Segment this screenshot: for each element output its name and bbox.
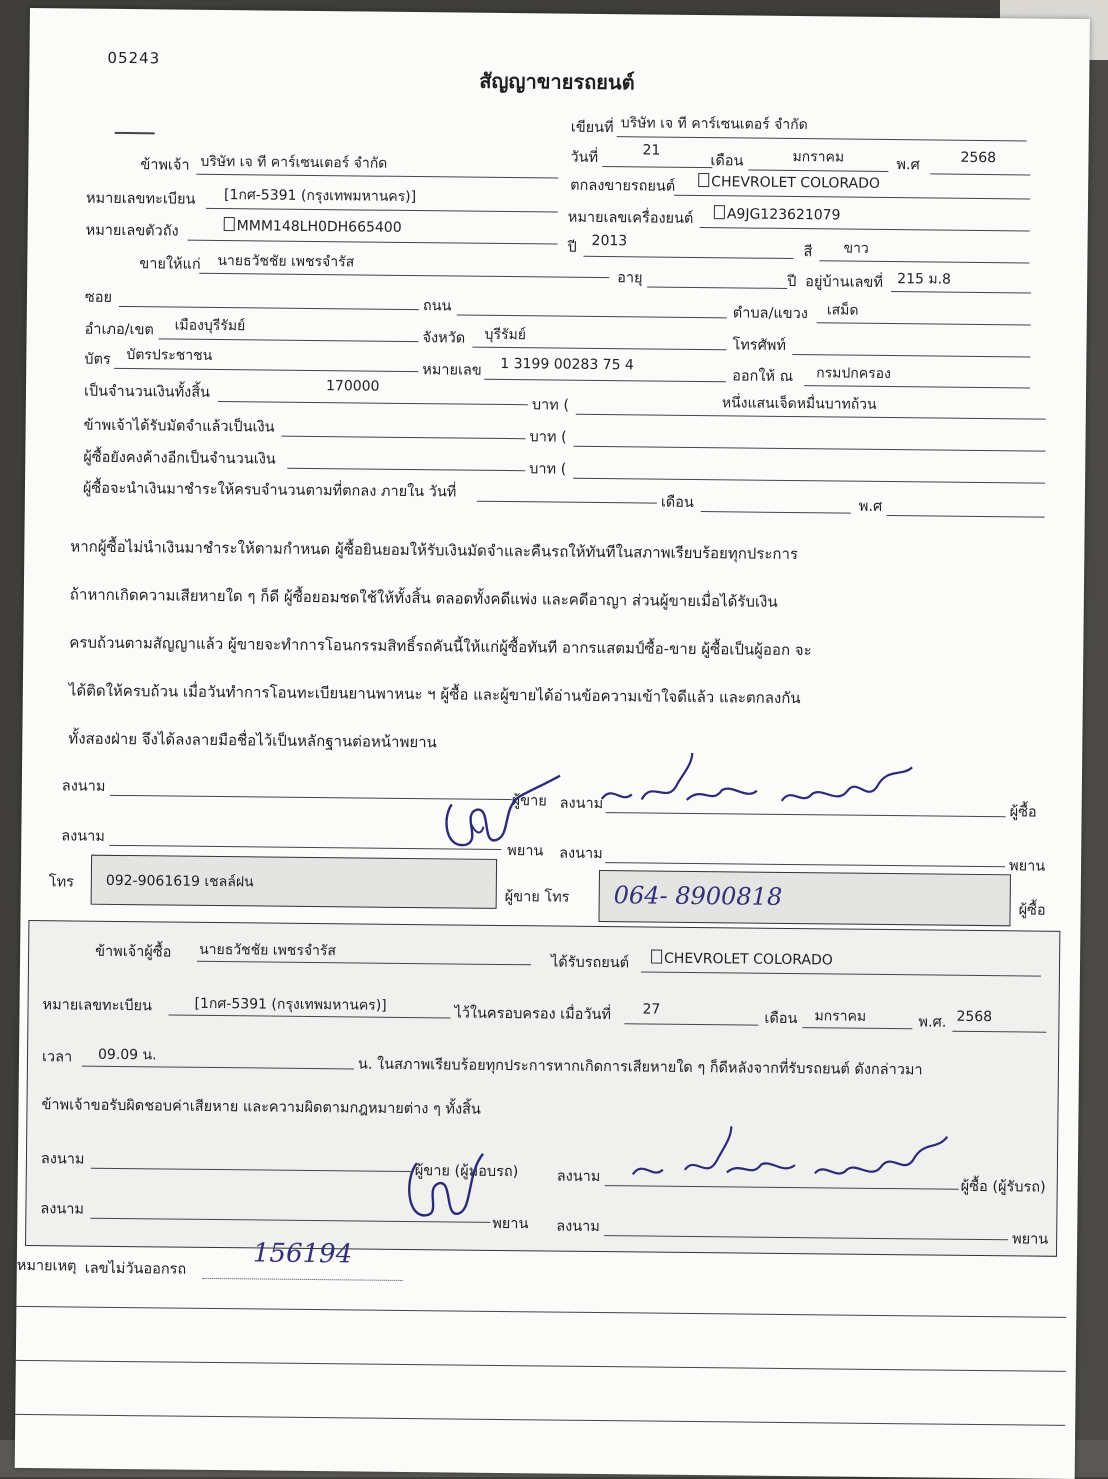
car-model-text: CHEVROLET COLORADO bbox=[711, 174, 881, 192]
receipt-day-line bbox=[624, 1023, 758, 1025]
sell-to-label: ขายให้แก่ bbox=[139, 256, 201, 273]
pay-month-label: เดือน bbox=[660, 494, 694, 511]
receipt-registration-value: [1กศ-5391 (กรุงเทพมหานคร)] bbox=[194, 995, 387, 1014]
year-label: พ.ศ bbox=[896, 157, 920, 174]
date-day-line bbox=[602, 166, 712, 168]
buyer-name: นายธวัชชัย เพชรจำรัส bbox=[217, 252, 355, 271]
written-at-line bbox=[617, 136, 1027, 141]
remark-line-2 bbox=[16, 1306, 1066, 1318]
registration-line bbox=[206, 208, 558, 213]
subdistrict-label: ตำบล/แขวง bbox=[732, 305, 808, 323]
date-year-value: 2568 bbox=[960, 149, 997, 167]
written-at-label: เขียนที่ bbox=[570, 119, 614, 137]
time-value: 09.09 น. bbox=[97, 1046, 157, 1064]
deposit-baht-label: บาท ( bbox=[529, 429, 567, 446]
receipt-registration-label: หมายเลขทะเบียน bbox=[42, 997, 153, 1015]
date-label: วันที่ bbox=[570, 149, 599, 166]
card-label: บัตร bbox=[84, 351, 111, 368]
remark-text: เลขไม่วันออกรถ bbox=[84, 1260, 187, 1278]
terms-line-5: ทั้งสองฝ่าย จึงได้ลงลายมือชื่อไว้เป็นหลักฐานต่อหน้าพยาน bbox=[68, 729, 437, 752]
seller-role-label: ผู้ขาย bbox=[511, 793, 547, 810]
receipt-buyer-line bbox=[197, 961, 531, 965]
date-month-value: มกราคม bbox=[792, 148, 845, 166]
remaining-line bbox=[287, 468, 525, 471]
soi-line bbox=[119, 306, 419, 310]
model-year-label: ปี bbox=[567, 239, 577, 256]
remark-label: หมายเหตุ bbox=[16, 1257, 77, 1275]
subdistrict-line bbox=[817, 322, 1031, 325]
subdistrict-value: เสม็ด bbox=[826, 302, 859, 319]
remark-line-3 bbox=[16, 1360, 1066, 1372]
witness-role-label-1: พยาน bbox=[507, 843, 544, 860]
district-line bbox=[159, 338, 419, 342]
remaining-label: ผู้ซื้อยังคงค้างอีกเป็นจำนวนเงิน bbox=[83, 449, 276, 468]
receipt-buyer-name: นายธวัชชัย เพชรจำรัส bbox=[199, 941, 337, 960]
total-text-value: หนึ่งแสนเจ็ดหมื่นบาทถ้วน bbox=[721, 395, 877, 413]
receipt-seller-signature bbox=[386, 1143, 487, 1234]
issued-by-label: ออกให้ ณ bbox=[732, 368, 794, 386]
buyer-phone-box bbox=[598, 870, 1011, 926]
pay-year-line bbox=[887, 515, 1045, 518]
receipt-buyer-signature bbox=[615, 1119, 966, 1193]
buyer-line bbox=[199, 273, 609, 278]
receipt-year-label: พ.ศ. bbox=[918, 1014, 947, 1031]
address-label: อยู่บ้านเลขที่ bbox=[805, 274, 884, 291]
chassis-line bbox=[188, 240, 558, 245]
time-label: เวลา bbox=[41, 1049, 73, 1066]
received-label: ได้รับรถยนต์ bbox=[550, 954, 630, 972]
pay-year-label: พ.ศ bbox=[858, 498, 883, 515]
model-year-value: 2013 bbox=[591, 232, 628, 250]
remaining-text-line bbox=[573, 478, 1045, 484]
document-title: สัญญาขายรถยนต์ bbox=[479, 68, 635, 95]
card-line bbox=[114, 368, 418, 372]
age-label: อายุ bbox=[617, 270, 643, 287]
seller-tel-label: ผู้ขาย โทร bbox=[504, 889, 570, 906]
province-line bbox=[472, 347, 726, 351]
witness-2-sign-line bbox=[605, 862, 1005, 867]
buyer-phone-handwritten: 064- 8900818 bbox=[613, 881, 783, 911]
remark-dotted-line bbox=[203, 1278, 403, 1281]
model-year-line bbox=[583, 256, 793, 259]
seller-label: ข้าพเจ้า bbox=[140, 157, 190, 174]
receipt-year-line bbox=[952, 1031, 1046, 1033]
remark-line-4 bbox=[15, 1414, 1065, 1426]
checkbox-icon bbox=[698, 173, 709, 187]
card-type-value: บัตรประชาชน bbox=[126, 347, 213, 364]
time-line bbox=[82, 1066, 354, 1070]
color-label: สี bbox=[803, 244, 813, 261]
province-value: บุรีรัมย์ bbox=[484, 326, 527, 344]
checkbox-icon bbox=[224, 217, 235, 231]
receipt-car-line bbox=[641, 971, 1041, 976]
issued-by-value: กรมปกครอง bbox=[816, 365, 892, 383]
date-day-value: 21 bbox=[642, 142, 661, 159]
receipt-car-model bbox=[651, 950, 833, 969]
receipt-seller-role: ผู้ขาย (ผู้มอบรถ) bbox=[414, 1163, 519, 1181]
terms-line-1: หากผู้ซื้อไม่นำเงินมาชำระให้ตามกำหนด ผู้ซื้อยินยอมให้รับเงินมัดจำและคืนรถให้ทันทีในสภาพเรียบร้อยทุกประการ bbox=[70, 537, 799, 564]
sign-label-witness-1: ลงนาม bbox=[61, 828, 105, 845]
engine-value bbox=[714, 205, 841, 223]
total-label: เป็นจำนวนเงินทั้งสิ้น bbox=[83, 383, 211, 401]
receipt-sign-label-witness-1: ลงนาม bbox=[40, 1201, 85, 1218]
card-no-value: 1 3199 00283 75 4 bbox=[500, 355, 634, 374]
address-value: 215 ม.8 bbox=[897, 271, 952, 288]
time-suffix-text: น. ในสภาพเรียบร้อยทุกประการหากเกิดการเสียหายใด ๆ ก็ดีหลังจากที่รับรถยนต์ ดังกล่าวมา bbox=[357, 1056, 923, 1079]
issued-by-line bbox=[804, 385, 1030, 388]
terms-line-2: ถ้าหากเกิดความเสียหายใด ๆ ก็ดี ผู้ซื้อยอมชดใช้ให้ทั้งสิ้น ตลอดทั้งคดีแพ่ง และคดีอาญา ส่วนผู้ขายเมื่อได้รับเงิน bbox=[69, 585, 778, 611]
possession-label: ไว้ในครอบครอง เมื่อวันที่ bbox=[454, 1005, 612, 1024]
registration-label: หมายเลขทะเบียน bbox=[85, 190, 196, 208]
receipt-witness-role-1: พยาน bbox=[492, 1215, 529, 1233]
sign-label-buyer: ลงนาม bbox=[559, 795, 604, 813]
engine-label: หมายเลขเครื่องยนต์ bbox=[567, 209, 694, 227]
phone-line bbox=[792, 354, 1030, 357]
chassis-label: หมายเลขตัวถัง bbox=[85, 222, 179, 240]
terms-line-3: ครบถ้วนตามสัญญาแล้ว ผู้ขายจะทำการโอนกรรมสิทธิ์รถคันนี้ให้แก่ผู้ซื้อทันที อากรแสตมป์ซื้อ-ขาย ผู้ซื้อเป็นผู้ออก จะ bbox=[69, 633, 812, 660]
agree-sell-label: ตกลงขายรถยนต์ bbox=[570, 177, 676, 195]
liability-text: ข้าพเจ้าขอรับผิดชอบค่าเสียหาย และความผิดตามกฎหมายต่าง ๆ ทั้งสิ้น bbox=[41, 1097, 481, 1118]
engine-line bbox=[700, 227, 1030, 231]
witness-role-label-2: พยาน bbox=[1008, 858, 1046, 875]
district-value: เมืองบุรีรัมย์ bbox=[174, 317, 246, 335]
written-at-value: บริษัท เจ ที คาร์เซนเตอร์ จำกัด bbox=[620, 115, 808, 134]
age-unit-label: ปี bbox=[787, 273, 797, 291]
checkbox-icon bbox=[651, 950, 662, 964]
total-amount-value: 170000 bbox=[325, 378, 380, 395]
top-left-dash bbox=[115, 132, 155, 134]
pay-within-label: ผู้ซื้อจะนำเงินมาชำระให้ครบจำนวนตามที่ตกลง ภายใน วันที่ bbox=[82, 480, 457, 501]
receipt-witness-2-line bbox=[604, 1235, 1008, 1240]
phone-label: โทรศัพท์ bbox=[732, 337, 787, 354]
receipt-sign-label-seller: ลงนาม bbox=[40, 1151, 85, 1168]
contract-paper bbox=[15, 8, 1090, 1479]
receipt-year-value: 2568 bbox=[956, 1008, 993, 1026]
buyer-phone-role-label: ผู้ซื้อ bbox=[1018, 902, 1046, 919]
receipt-month-label: เดือน bbox=[764, 1010, 798, 1028]
sign-label-witness-2: ลงนาม bbox=[559, 845, 603, 863]
remark-handwritten: 156194 bbox=[252, 1238, 353, 1270]
document-number: 05243 bbox=[107, 48, 161, 68]
registration-value: [1กศ-5391 (กรุงเทพมหานคร)] bbox=[223, 187, 417, 206]
soi-label: ซอย bbox=[84, 289, 113, 306]
card-no-line bbox=[484, 379, 726, 383]
chassis-value bbox=[224, 217, 402, 236]
receipt-seller-sign-line bbox=[91, 1168, 411, 1172]
road-line bbox=[457, 314, 727, 318]
receipt-section bbox=[25, 920, 1060, 1257]
address-line bbox=[891, 291, 1031, 293]
province-label: จังหวัด bbox=[422, 330, 466, 347]
date-year-line bbox=[930, 173, 1030, 175]
district-label: อำเภอ/เขต bbox=[84, 321, 154, 339]
receipt-sign-label-witness-2: ลงนาม bbox=[556, 1218, 600, 1236]
terms-line-4: ได้ติดให้ครบถ้วน เมื่อวันทำการโอนทะเบียนยานพาหนะ ฯ ผู้ซื้อ และผู้ขายได้อ่านข้อความเข้าใจดีแล้ว และตกลงกัน bbox=[68, 681, 801, 708]
sign-label-seller: ลงนาม bbox=[61, 778, 106, 795]
receipt-witness-role-2: พยาน bbox=[1012, 1231, 1049, 1248]
date-month-line bbox=[748, 170, 888, 172]
engine-number-text: A9JG123621079 bbox=[726, 206, 841, 224]
receipt-buyer-role: ผู้ซื้อ (ผู้รับรถ) bbox=[960, 1178, 1046, 1196]
car-model-value bbox=[698, 173, 880, 192]
deposit-line bbox=[282, 436, 526, 440]
remaining-baht-label: บาท ( bbox=[529, 461, 567, 478]
tel-label: โทร bbox=[48, 874, 75, 891]
receipt-day-value: 27 bbox=[642, 1001, 661, 1018]
road-label: ถนน bbox=[422, 298, 452, 315]
chassis-number-text: MMM148LH0DH665400 bbox=[236, 218, 402, 236]
color-value: ขาว bbox=[843, 240, 869, 257]
pay-day-line bbox=[477, 501, 657, 504]
receipt-car-model-text: CHEVROLET COLORADO bbox=[663, 950, 833, 969]
pay-month-line bbox=[701, 511, 851, 514]
month-label: เดือน bbox=[710, 153, 744, 170]
buyer-role-label: ผู้ซื้อ bbox=[1009, 804, 1037, 821]
seller-signature bbox=[421, 764, 562, 865]
age-line bbox=[647, 286, 787, 288]
seller-phone-box bbox=[91, 855, 498, 909]
seller-name: บริษัท เจ ที คาร์เซนเตอร์ จำกัด bbox=[200, 153, 388, 172]
color-line bbox=[819, 260, 1029, 263]
checkbox-icon bbox=[714, 205, 725, 219]
car-model-line bbox=[674, 195, 1030, 200]
total-baht-label: บาท ( bbox=[531, 397, 570, 414]
receipt-month-value: มกราคม bbox=[814, 1008, 867, 1025]
receipt-buyer-label: ข้าพเจ้าผู้ซื้อ bbox=[95, 943, 172, 961]
receipt-sign-label-buyer: ลงนาม bbox=[556, 1168, 601, 1186]
card-no-label: หมายเลข bbox=[422, 362, 482, 379]
total-amount-line bbox=[218, 401, 528, 405]
seller-phone-value: 092-9061619 เชลล์ฝน bbox=[105, 872, 254, 891]
deposit-label: ข้าพเจ้าได้รับมัดจำแล้วเป็นเงิน bbox=[83, 417, 275, 436]
deposit-text-line bbox=[573, 446, 1045, 452]
buyer-signature bbox=[582, 744, 943, 823]
